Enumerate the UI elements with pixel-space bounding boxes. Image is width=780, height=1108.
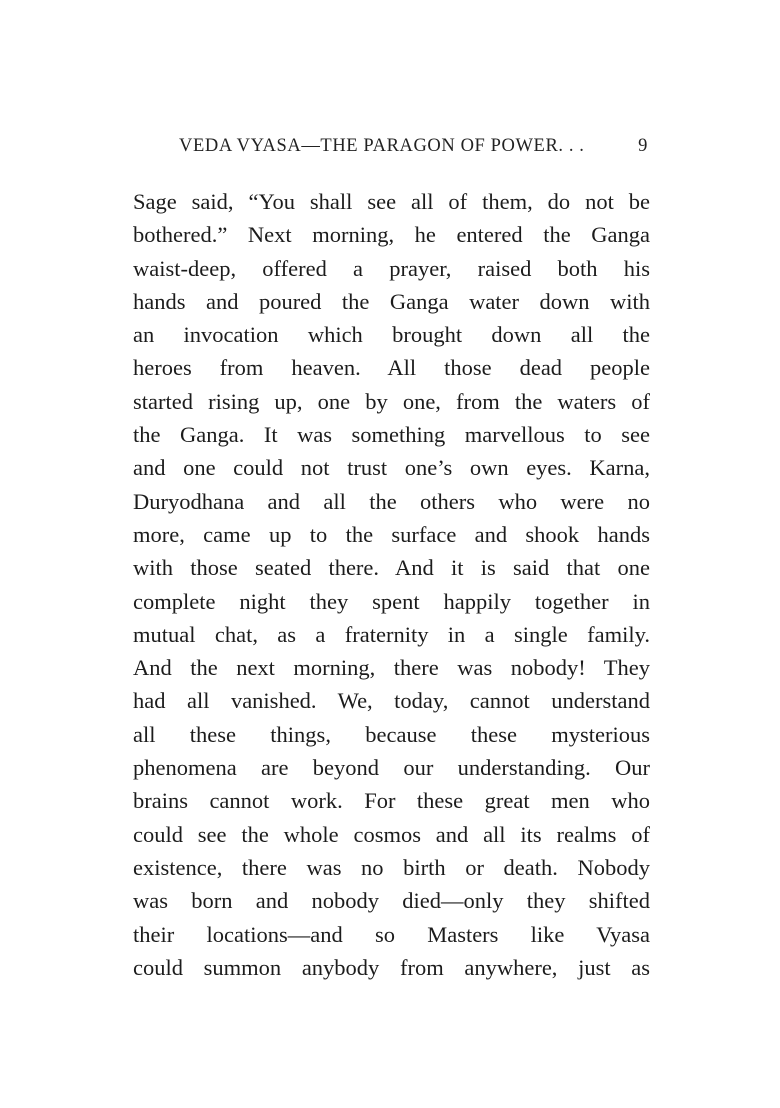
body-paragraph — [133, 185, 650, 984]
text-line: could see the whole cosmos and all its realms of — [133, 821, 650, 847]
text-line: phenomena are beyond our understanding. Our — [133, 755, 650, 781]
text-line: heroes from heaven. All those dead people — [133, 355, 650, 381]
text-line: waist-deep, offered a prayer, raised both his — [133, 255, 650, 281]
text-line: started rising up, one by one, from the waters of — [133, 388, 650, 414]
page-number: 9 — [638, 136, 648, 156]
text-line: had all vanished. We, today, cannot understand — [133, 688, 650, 714]
text-line: all these things, because these mysterious — [133, 721, 650, 747]
text-line: existence, there was no birth or death. Nobody — [133, 854, 650, 880]
text-line: bothered.” Next morning, he entered the Ganga — [133, 222, 650, 248]
text-line: complete night they spent happily together in — [133, 588, 650, 614]
text-line: mutual chat, as a fraternity in a single family. — [133, 621, 650, 647]
text-line: hands and poured the Ganga water down with — [133, 288, 650, 314]
running-title: VEDA VYASA—THE PARAGON OF POWER. . . — [179, 136, 585, 156]
text-line: was born and nobody died—only they shifted — [133, 888, 650, 914]
text-line: And the next morning, there was nobody! They — [133, 655, 650, 681]
text-line: their locations—and so Masters like Vyasa — [133, 921, 650, 947]
text-line: more, came up to the surface and shook hands — [133, 521, 650, 547]
text-line: with those seated there. And it is said that one — [133, 555, 650, 581]
text-line: brains cannot work. For these great men who — [133, 788, 650, 814]
text-line: Sage said, “You shall see all of them, do not be — [133, 189, 650, 214]
text-line: Duryodhana and all the others who were no — [133, 488, 650, 514]
text-line: an invocation which brought down all the — [133, 322, 650, 348]
text-line: and one could not trust one’s own eyes. Karna, — [133, 455, 650, 481]
text-line: could summon anybody from anywhere, just as — [133, 954, 650, 980]
running-header — [133, 136, 650, 160]
text-line: the Ganga. It was something marvellous to see — [133, 422, 650, 448]
